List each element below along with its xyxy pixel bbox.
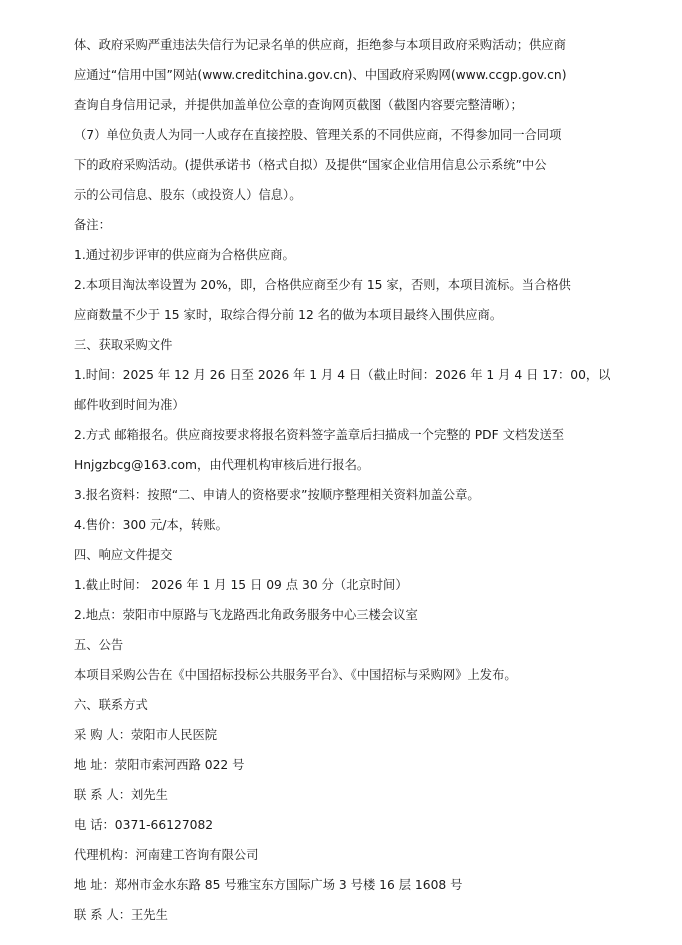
section-note-heading: 备注： bbox=[74, 218, 111, 232]
email-line: Hnjgzbcg@163.com，由代理机构审核后进行报名。 bbox=[74, 458, 370, 472]
text-line: 本项目采购公告在《中国招标投标公共服务平台》、《中国招标与采购网》上发布。 bbox=[74, 668, 517, 682]
text-line: 示的公司信息、股东（或投资人）信息）。 bbox=[74, 188, 302, 202]
section-heading: 三、获取采购文件 bbox=[74, 338, 173, 352]
text-line: 应商数量不少于 15 家时，取综合得分前 12 名的做为本项目最终入围供应商。 bbox=[74, 308, 503, 322]
contact-purchaser: 采 购 人：荥阳市人民医院 bbox=[74, 728, 218, 742]
text-line: 4.售价：300 元/本，转账。 bbox=[74, 518, 228, 532]
text-line: 体、政府采购严重违法失信行为记录名单的供应商，拒绝参与本项目政府采购活动；供应商 bbox=[74, 38, 566, 52]
text-line: 应通过“信用中国”网站(www.creditchina.gov.cn)、中国政府采购网(www.ccgp.gov.cn) bbox=[74, 68, 567, 82]
contact-phone: 电 话：0371-66127082 bbox=[74, 818, 214, 832]
contact-person: 联 系 人：刘先生 bbox=[74, 788, 168, 802]
text-line: 2.方式 邮箱报名。供应商按要求将报名资料签字盖章后扫描成一个完整的 PDF 文档发送至 bbox=[74, 428, 565, 442]
text-line: 查询自身信用记录，并提供加盖单位公章的查询网页截图（截图内容要完整清晰）； bbox=[74, 98, 523, 112]
text-line: 邮件收到时间为准） bbox=[74, 398, 185, 412]
agency-name: 代理机构：河南建工咨询有限公司 bbox=[74, 848, 259, 862]
section-heading: 四、响应文件提交 bbox=[74, 548, 173, 562]
text-line: 1.截止时间： 2026 年 1 月 15 日 09 点 30 分（北京时间） bbox=[74, 578, 408, 592]
agency-contact-person: 联 系 人：王先生 bbox=[74, 908, 168, 922]
contact-address: 地 址：荥阳市索河西路 022 号 bbox=[74, 758, 245, 772]
text-line: 1.通过初步评审的供应商为合格供应商。 bbox=[74, 248, 295, 262]
section-heading: 六、联系方式 bbox=[74, 698, 148, 712]
text-line: 2.地点：荥阳市中原路与飞龙路西北角政务服务中心三楼会议室 bbox=[74, 608, 418, 622]
text-line: 2.本项目淘汰率设置为 20%，即，合格供应商至少有 15 家，否则，本项目流标。当合格供 bbox=[74, 278, 571, 292]
text-line: 1.时间：2025 年 12 月 26 日至 2026 年 1 月 4 日（截止时间：2026 年 1 月 4 日 17：00，以 bbox=[74, 368, 611, 382]
text-line: 3.报名资料：按照“二、申请人的资格要求”按顺序整理相关资料加盖公章。 bbox=[74, 488, 480, 502]
agency-address: 地 址：郑州市金水东路 85 号雅宝东方国际广场 3 号楼 16 层 1608 号 bbox=[74, 878, 463, 892]
text-line: 下的政府采购活动。(提供承诺书（格式自拟）及提供“国家企业信用信息公示系统”中公 bbox=[74, 158, 547, 172]
text-line: （7）单位负责人为同一人或存在直接控股、管理关系的不同供应商，不得参加同一合同项 bbox=[74, 128, 562, 142]
section-heading: 五、公告 bbox=[74, 638, 124, 652]
